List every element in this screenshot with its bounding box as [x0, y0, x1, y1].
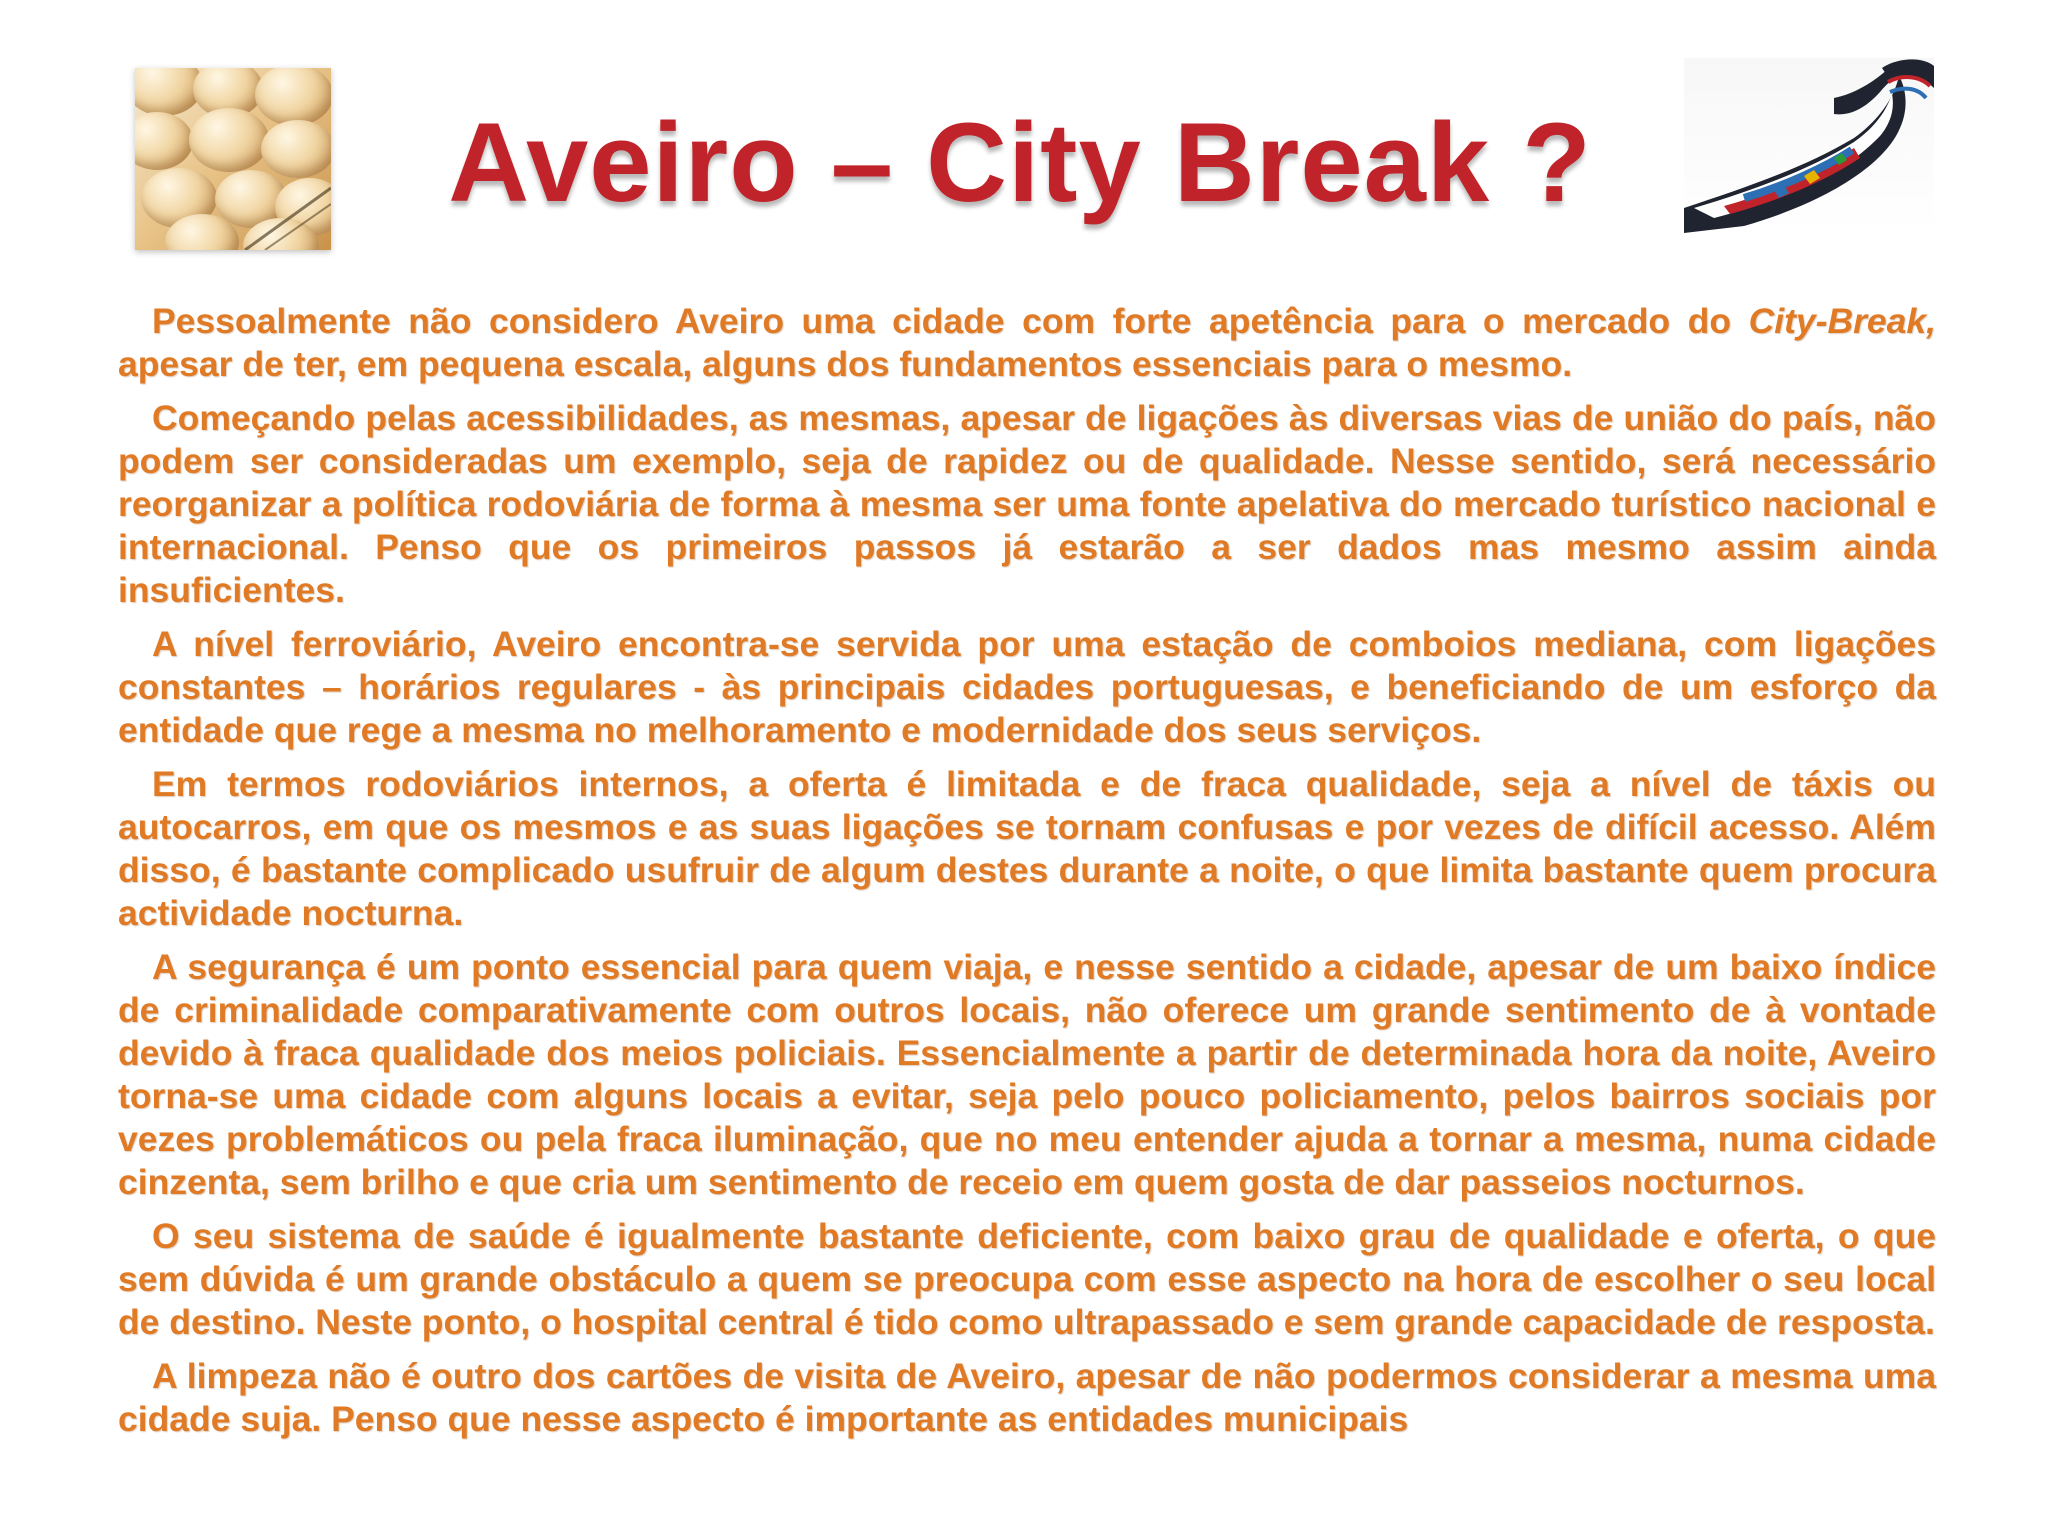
- paragraph-5: A segurança é um ponto essencial para quem viaja, e nesse sentido a cidade, apesar de um baixo índice de criminalidade comparativamente com outros locais, não oferece um grande sentimento de à vontade devido à fraca qualidade dos meios policiais. Essencialmente a partir de determinada hora da noite, Aveiro torna-se uma cidade com alguns locais a evitar, seja pelo pouco policiamento, pelos bairros sociais por vezes problemáticos ou pela fraca iluminação, que no meu entender ajuda a tornar a mesma, numa cidade cinzenta, sem brilho e que cria um sentimento de receio em quem gosta de dar passeios nocturnos.: [118, 947, 1936, 1202]
- paragraph-1-italic: City-Break,: [1748, 301, 1936, 341]
- paragraph-6: O seu sistema de saúde é igualmente bastante deficiente, com baixo grau de qualidade e oferta, o que sem dúvida é um grande obstáculo a quem se preocupa com esse aspecto na hora de escolher o seu local de destino. Neste ponto, o hospital central é tido como ultrapassado e sem grande capacidade de resposta.: [118, 1216, 1936, 1342]
- paragraph-3: A nível ferroviário, Aveiro encontra-se servida por uma estação de comboios mediana, com ligações constantes – horários regulares - às principais cidades portuguesas, e beneficiando de um esforço da entidade que rege a mesma no melhoramento e modernidade dos seus serviços.: [118, 624, 1936, 750]
- paragraph-4: Em termos rodoviários internos, a oferta é limitada e de fraca qualidade, seja a nível de táxis ou autocarros, em que os mesmos e as suas ligações se tornam confusas e por vezes de difícil acesso. Além disso, é bastante complicado usufruir de algum destes durante a noite, o que limita bastante quem procura actividade nocturna.: [118, 764, 1936, 933]
- paragraph-2: Começando pelas acessibilidades, as mesmas, apesar de ligações às diversas vias de união do país, não podem ser consideradas um exemplo, seja de rapidez ou de qualidade. Nesse sentido, será necessário reorganizar a política rodoviária de forma à mesma ser uma fonte apelativa do mercado turístico nacional e internacional. Penso que os primeiros passos já estarão a ser dados mas mesmo assim ainda insuficientes.: [118, 398, 1936, 610]
- ovos-moles-icon: [135, 68, 331, 250]
- article-body: [118, 300, 1936, 1452]
- page-title: Aveiro – City Break ?: [448, 100, 1592, 225]
- moliceiro-boat-icon: [1684, 58, 1934, 233]
- paragraph-1-rest: apesar de ter, em pequena escala, alguns dos fundamentos essenciais para o mesmo.: [118, 344, 1573, 384]
- paragraph-1: [118, 300, 1936, 386]
- paragraph-7: A limpeza não é outro dos cartões de visita de Aveiro, apesar de não podermos considerar a mesma uma cidade suja. Penso que nesse aspecto é importante as entidades municipais: [118, 1356, 1936, 1439]
- page-header: [0, 0, 2048, 270]
- paragraph-1-lead: Pessoalmente não considero Aveiro uma cidade com forte apetência para o mercado do: [152, 301, 1749, 341]
